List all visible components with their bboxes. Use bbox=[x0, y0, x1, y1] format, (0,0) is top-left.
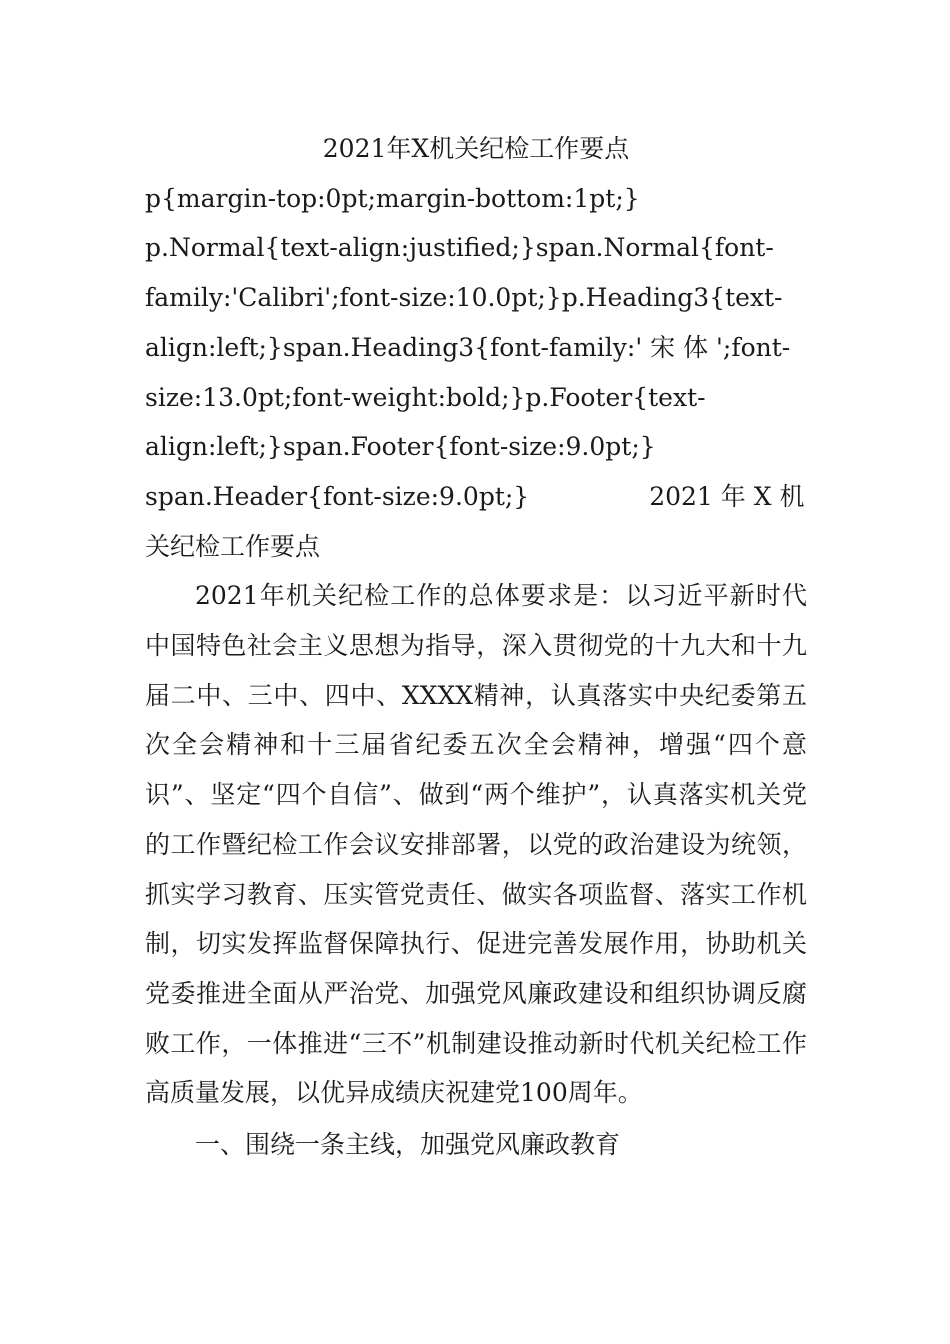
section-heading: 一、围绕一条主线，加强党风廉政教育 bbox=[195, 1130, 621, 1160]
header-style-text: span.Header{font-size:9.0pt;} bbox=[145, 481, 530, 511]
document-title: 2021年X机关纪检工作要点 bbox=[322, 134, 630, 163]
style-text-line: p.Normal{text-align:justified;}span.Normal{font- bbox=[145, 233, 774, 263]
body-paragraph: 2021年机关纪检工作的总体要求是：以习近平新时代中国特色社会主义思想为指导，深入贯彻党的十九大和十九届二中、三中、四中、XXXX精神，认真落实中央纪委第五次全会精神和十三届省纪委五次全会精神，增强“四个意识”、坚定“四个自信”、做到“两个维护”，认真落实机关党的工作暨纪检工作会议安排部署，以党的政治建设为统领，抓实学习教育、压实管党责任、做实各项监督、落实工作机制，切实发挥监督保障执行、促进完善发展作用，协助机关党委推进全面从严治党、加强党风廉政建设和组织协调反腐败工作，一体推进“三不”机制建设推动新时代机关纪检工作高质量发展，以优异成绩庆祝建党100周年。 bbox=[145, 581, 807, 1108]
style-text-line: size:13.0pt;font-weight:bold;}p.Footer{text- bbox=[145, 382, 706, 412]
document-content bbox=[145, 124, 807, 1170]
style-text-line: align:left;}span.Heading3{font-family:' 宋 体 ';font- bbox=[145, 332, 791, 362]
style-text-line: align:left;}span.Footer{font-size:9.0pt;} bbox=[145, 432, 656, 462]
style-text-line: p{margin-top:0pt;margin-bottom:1pt;} bbox=[145, 183, 640, 213]
style-text-line: family:'Calibri';font-size:10.0pt;}p.Heading3{text- bbox=[145, 283, 783, 313]
inline-title-part1: 2021 年 X 机 bbox=[649, 481, 805, 511]
inline-title-part2: 关纪检工作要点 bbox=[145, 531, 321, 561]
header-style-line bbox=[145, 472, 807, 522]
